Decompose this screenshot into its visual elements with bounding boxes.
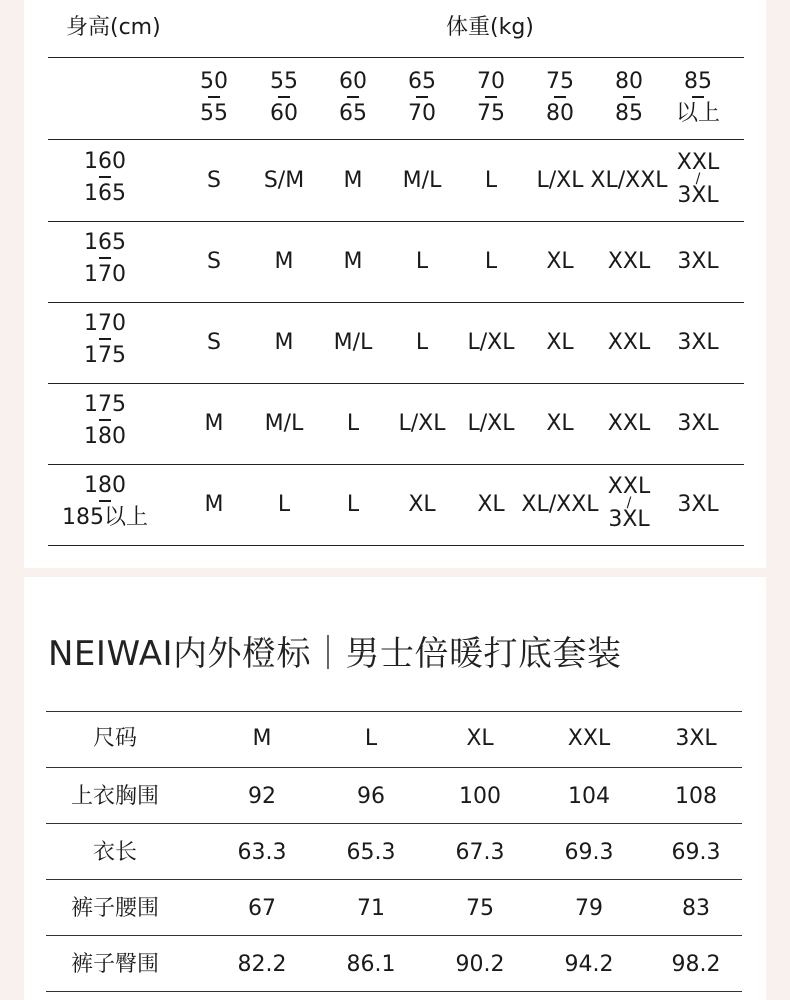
table-divider	[46, 711, 742, 712]
weight-range-bottom: 以上	[675, 101, 720, 126]
row-divider	[48, 545, 744, 546]
row-divider	[48, 302, 744, 303]
size-cell: XL/XXL	[590, 168, 668, 193]
size-cell: M	[343, 249, 363, 274]
table-divider	[46, 935, 742, 936]
height-range-top: 175	[84, 392, 126, 417]
size-cell: M	[204, 492, 224, 517]
weight-range-top: 80	[615, 69, 643, 94]
size-cell-top: XXL	[676, 150, 720, 175]
weight-range	[461, 71, 521, 125]
slash-icon: /	[695, 171, 701, 188]
size-cell	[668, 151, 728, 208]
weight-range	[323, 71, 383, 125]
weight-range	[599, 71, 659, 125]
height-range-top: 170	[84, 311, 126, 336]
range-dash	[278, 96, 290, 98]
weight-range-bottom: 70	[408, 101, 436, 126]
range-dash	[99, 257, 111, 259]
measure-value: 108	[675, 784, 717, 809]
size-cell: 3XL	[677, 249, 719, 274]
size-cell: M	[274, 330, 294, 355]
size-cell: 3XL	[677, 411, 719, 436]
row-label: 上衣胸围	[70, 784, 159, 809]
size-cell: XXL	[607, 411, 651, 436]
weight-range-bottom: 55	[200, 101, 228, 126]
range-dash	[99, 176, 111, 178]
divider	[48, 139, 744, 140]
height-range	[55, 394, 155, 448]
weight-range	[254, 71, 314, 125]
size-cell: XXL	[607, 330, 651, 355]
height-range-top: 160	[84, 149, 126, 174]
weight-range	[530, 71, 590, 125]
measure-value: 98.2	[671, 952, 721, 977]
weight-range-top: 50	[200, 69, 228, 94]
height-range-bottom: 185以上	[62, 505, 148, 530]
size-cell: S	[207, 249, 221, 274]
weight-range-top: 70	[477, 69, 505, 94]
table-divider	[46, 767, 742, 768]
size-cell: 3XL	[677, 492, 719, 517]
size-cell: M	[274, 249, 294, 274]
measure-value: 69.3	[564, 840, 614, 865]
size-cell-bottom: 3XL	[677, 182, 719, 208]
range-dash	[99, 419, 111, 421]
weight-range-bottom: 65	[339, 101, 367, 126]
row-divider	[48, 383, 744, 384]
weight-range-bottom: 75	[477, 101, 505, 126]
measure-value: 65.3	[346, 840, 396, 865]
size-cell	[599, 475, 659, 532]
size-cell: S	[207, 168, 221, 193]
size-cell: S	[207, 330, 221, 355]
size-cell: L/XL	[467, 330, 515, 355]
height-range-bottom: 175	[84, 343, 126, 368]
measure-value: 104	[568, 784, 610, 809]
size-cell: L	[277, 492, 291, 517]
range-dash	[99, 338, 111, 340]
height-label: 身高(cm)	[66, 15, 161, 40]
header-size: 3XL	[675, 726, 717, 751]
range-dash	[623, 96, 635, 98]
range-dash	[208, 96, 220, 98]
weight-range-top: 75	[546, 69, 574, 94]
size-cell: L	[415, 249, 429, 274]
row-divider	[48, 221, 744, 222]
measure-value: 67.3	[455, 840, 505, 865]
size-cell: XL	[546, 249, 574, 274]
range-dash	[554, 96, 566, 98]
size-cell: M	[343, 168, 363, 193]
measure-value: 67	[248, 896, 276, 921]
header-size: M	[252, 726, 272, 751]
height-range	[55, 232, 155, 286]
weight-label: 体重(kg)	[446, 15, 534, 40]
table-divider	[46, 879, 742, 880]
range-dash	[416, 96, 428, 98]
header-size: L	[364, 726, 378, 751]
weight-range-top: 65	[408, 69, 436, 94]
measure-value: 75	[466, 896, 494, 921]
measure-value: 100	[459, 784, 501, 809]
row-label: 衣长	[92, 840, 137, 865]
weight-range-bottom: 60	[270, 101, 298, 126]
size-cell: L	[346, 411, 360, 436]
measure-value: 94.2	[564, 952, 614, 977]
size-cell-top: XXL	[607, 474, 651, 499]
table-divider	[46, 991, 742, 992]
size-cell: L/XL	[398, 411, 446, 436]
weight-range	[392, 71, 452, 125]
height-range	[55, 313, 155, 367]
measure-value: 69.3	[671, 840, 721, 865]
row-label: 裤子臀围	[70, 952, 159, 977]
size-cell: XXL	[607, 249, 651, 274]
row-divider	[48, 464, 744, 465]
measure-value: 63.3	[237, 840, 287, 865]
divider	[48, 57, 744, 58]
measure-value: 96	[357, 784, 385, 809]
product-title: NEIWAI内外橙标｜男士倍暖打底套装	[48, 634, 622, 674]
size-cell: 3XL	[677, 330, 719, 355]
size-cell: XL	[546, 411, 574, 436]
measure-value: 82.2	[237, 952, 287, 977]
range-dash	[692, 96, 704, 98]
table-divider	[46, 823, 742, 824]
size-cell: L/XL	[467, 411, 515, 436]
measure-value: 83	[682, 896, 710, 921]
size-cell: L	[484, 168, 498, 193]
weight-range-bottom: 80	[546, 101, 574, 126]
range-dash	[485, 96, 497, 98]
measure-value: 79	[575, 896, 603, 921]
range-dash	[347, 96, 359, 98]
height-range-top: 180	[84, 473, 126, 498]
measure-value: 71	[357, 896, 385, 921]
size-cell: XL	[546, 330, 574, 355]
measure-value: 86.1	[346, 952, 396, 977]
size-cell: S/M	[263, 168, 305, 193]
size-cell: M	[204, 411, 224, 436]
measure-value: 92	[248, 784, 276, 809]
size-cell: M/L	[402, 168, 442, 193]
size-cell: L	[346, 492, 360, 517]
weight-range	[668, 71, 728, 125]
row-label: 裤子腰围	[70, 896, 159, 921]
weight-range	[184, 71, 244, 125]
size-cell: L	[415, 330, 429, 355]
weight-range-top: 55	[270, 69, 298, 94]
height-range-bottom: 180	[84, 424, 126, 449]
size-cell: XL	[408, 492, 436, 517]
header-size: XL	[466, 726, 494, 751]
height-range-bottom: 170	[84, 262, 126, 287]
height-range	[55, 475, 155, 529]
range-dash	[99, 500, 111, 502]
height-range-bottom: 165	[84, 181, 126, 206]
slash-icon: /	[626, 495, 632, 512]
header-label: 尺码	[92, 726, 137, 751]
size-cell: L/XL	[536, 168, 584, 193]
size-cell: M/L	[333, 330, 373, 355]
weight-range-top: 60	[339, 69, 367, 94]
size-cell: XL	[477, 492, 505, 517]
size-cell-bottom: 3XL	[608, 506, 650, 532]
weight-range-bottom: 85	[615, 101, 643, 126]
weight-range-top: 85	[684, 69, 712, 94]
height-range-top: 165	[84, 230, 126, 255]
size-cell: L	[484, 249, 498, 274]
height-range	[55, 151, 155, 205]
measure-value: 90.2	[455, 952, 505, 977]
header-size: XXL	[567, 726, 611, 751]
size-cell: XL/XXL	[521, 492, 599, 517]
size-cell: M/L	[264, 411, 304, 436]
